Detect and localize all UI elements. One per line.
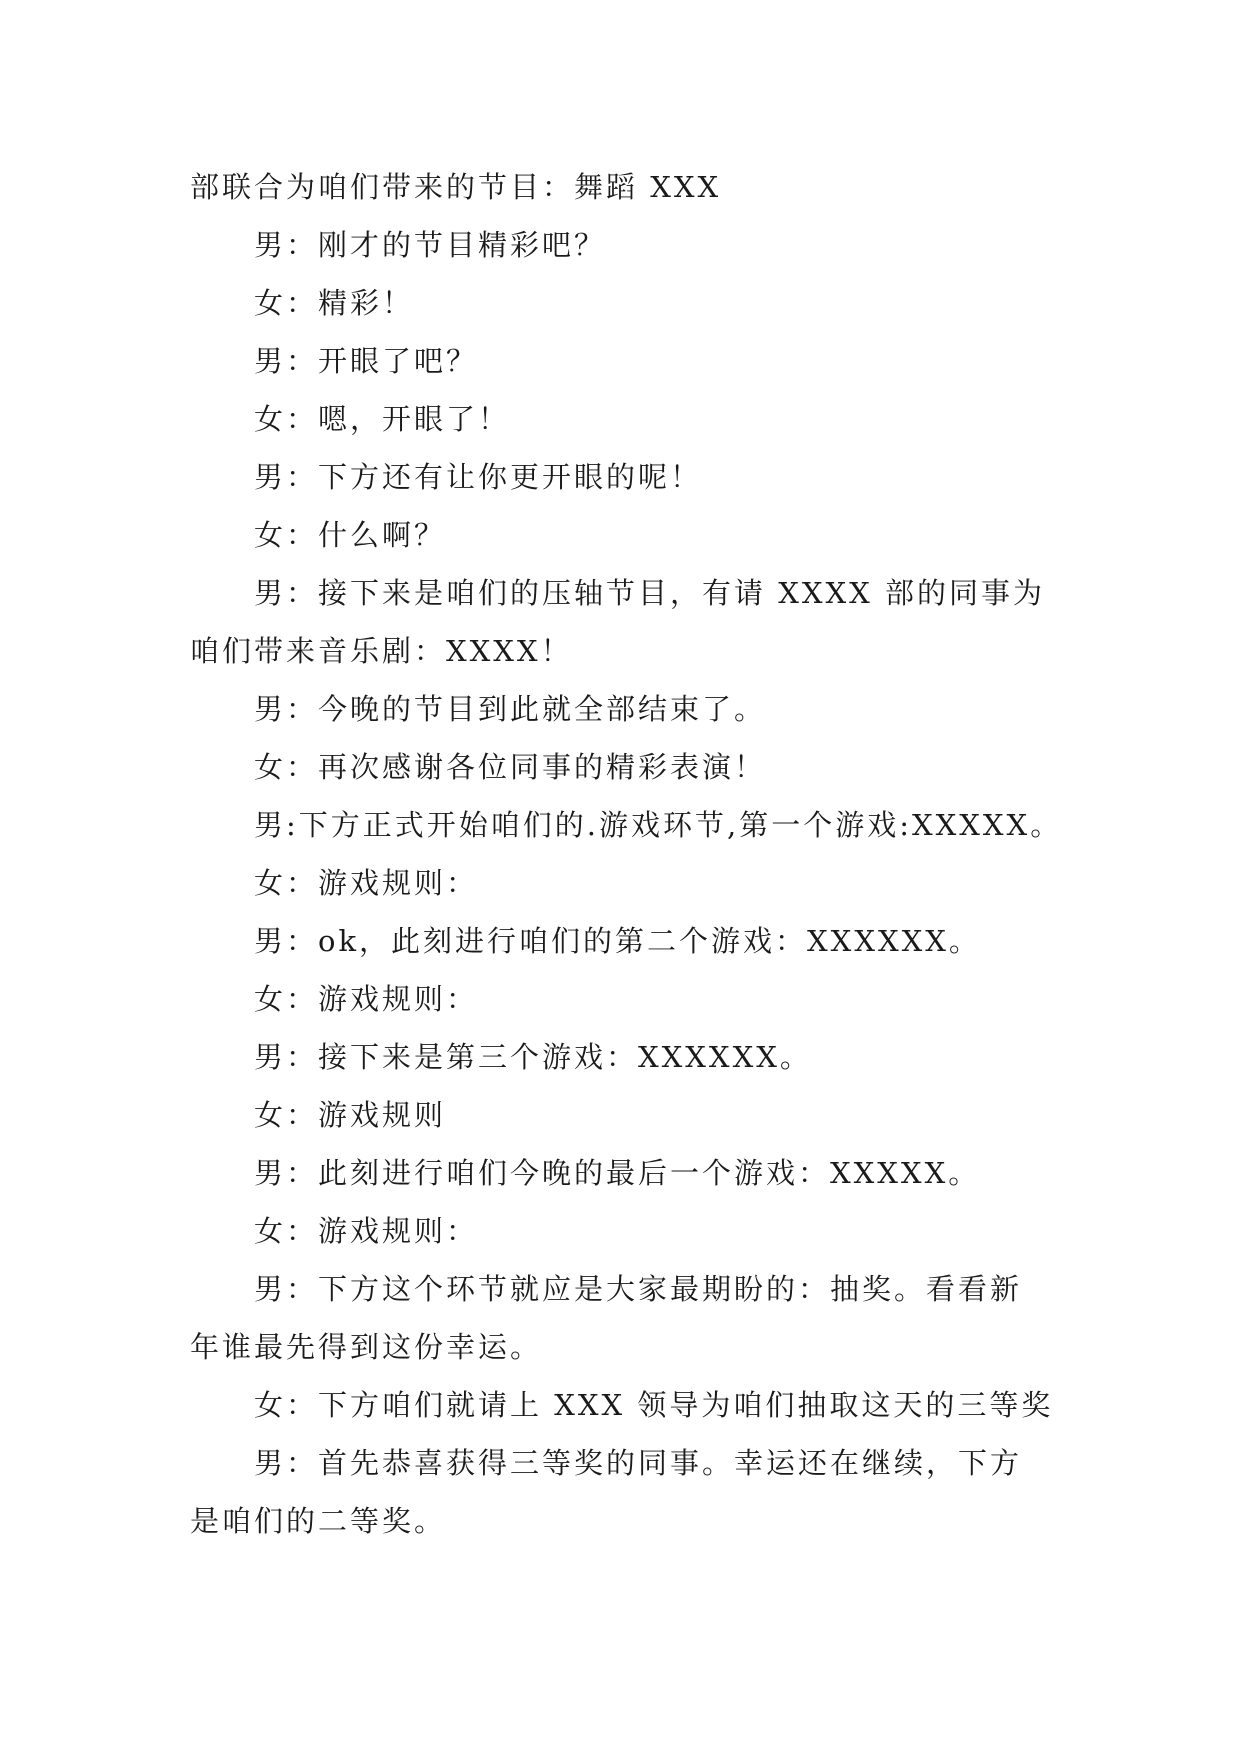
paragraph: 男：下方这个环节就应是大家最期盼的：抽奖。看看新年谁最先得到这份幸运。 [190, 1272, 1023, 1364]
paragraph: 男：下方还有让你更开眼的呢！ [254, 460, 703, 494]
paragraph: 女：再次感谢各位同事的精彩表演！ [254, 750, 767, 784]
paragraph: 男：接下来是咱们的压轴节目，有请 XXXX 部的同事为咱们带来音乐剧：XXXX！ [190, 576, 1046, 668]
paragraph: 女：游戏规则 [254, 1098, 447, 1132]
paragraph: 女：游戏规则： [254, 1214, 479, 1248]
paragraph: 男：今晚的节目到此就全部结束了。 [254, 692, 767, 726]
document-body [190, 158, 1063, 1550]
paragraph: 女：精彩！ [254, 286, 415, 320]
paragraph: 部联合为咱们带来的节目：舞蹈 XXX [190, 170, 722, 204]
paragraph: 男：此刻进行咱们今晚的最后一个游戏：XXXXX。 [254, 1156, 981, 1190]
paragraph: 男：首先恭喜获得三等奖的同事。幸运还在继续，下方是咱们的二等奖。 [190, 1446, 1023, 1538]
paragraph: 女：游戏规则： [254, 866, 479, 900]
paragraph: 女：下方咱们就请上 XXX 领导为咱们抽取这天的三等奖 [254, 1388, 1054, 1422]
paragraph: 男：接下来是第三个游戏：XXXXXX。 [254, 1040, 812, 1074]
paragraph: 男：开眼了吧？ [254, 344, 479, 378]
paragraph: 女：什么啊？ [254, 518, 447, 552]
paragraph: 女：嗯，开眼了！ [254, 402, 511, 436]
paragraph: 女：游戏规则： [254, 982, 479, 1016]
paragraph: 男：ok，此刻进行咱们的第二个游戏：XXXXXX。 [254, 924, 981, 958]
paragraph: 男:下方正式开始咱们的.游戏环节,第一个游戏:XXXXX。 [254, 808, 1063, 842]
paragraph: 男：刚才的节目精彩吧？ [254, 228, 607, 262]
